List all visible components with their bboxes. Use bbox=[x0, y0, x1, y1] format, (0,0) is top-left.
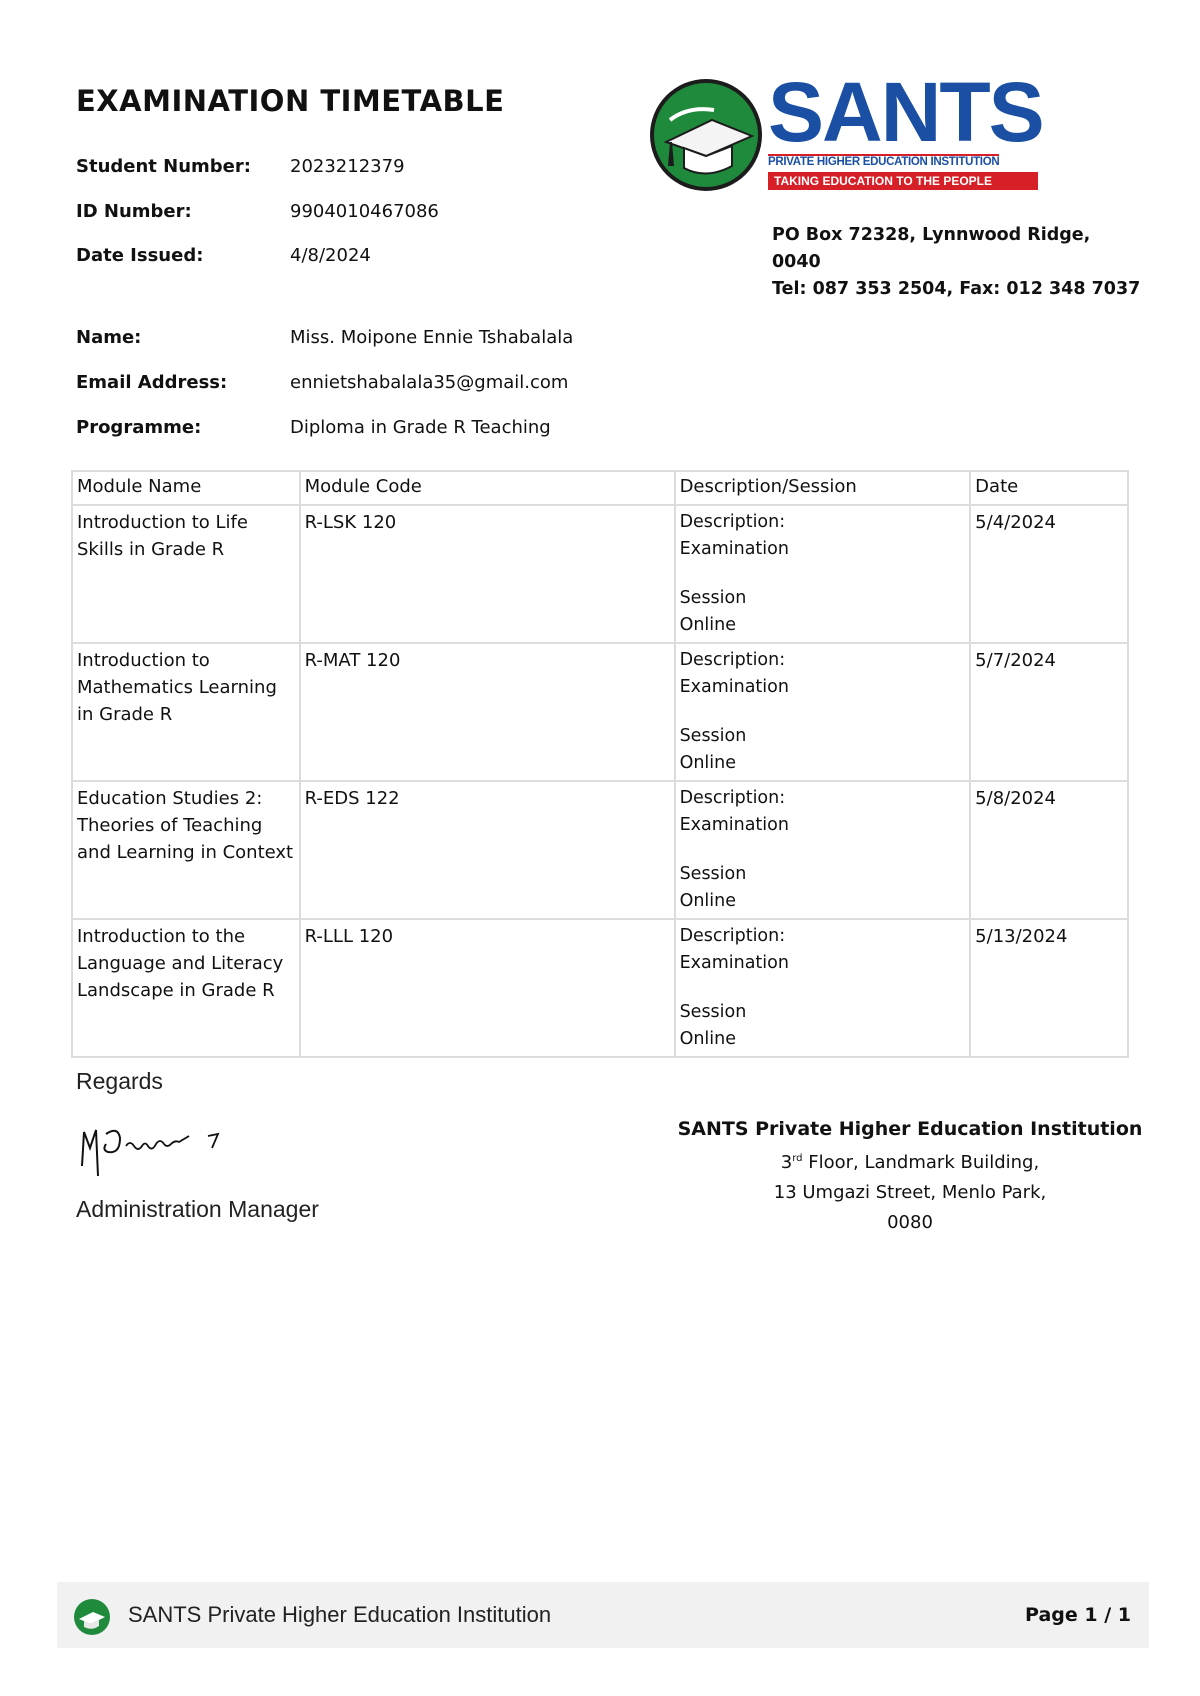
description-cell bbox=[675, 919, 971, 1057]
programme-label: Programme: bbox=[76, 417, 202, 438]
document-title: EXAMINATION TIMETABLE bbox=[76, 84, 505, 118]
timetable bbox=[71, 470, 1129, 1058]
email-value: ennietshabalala35@gmail.com bbox=[290, 372, 569, 393]
module-name-cell: Education Studies 2: Theories of Teaching and Learning in Context bbox=[72, 781, 300, 919]
address-line-3: Tel: 087 353 2504, Fax: 012 348 7037 bbox=[772, 279, 1141, 299]
session-value: Online bbox=[679, 615, 737, 635]
module-name-cell: Introduction to Life Skills in Grade R bbox=[72, 505, 300, 643]
date-cell: 5/8/2024 bbox=[970, 781, 1128, 919]
email-label: Email Address: bbox=[76, 372, 228, 393]
module-code-cell: R-EDS 122 bbox=[300, 781, 675, 919]
graduation-cap-icon bbox=[73, 1598, 111, 1636]
regards-text: Regards bbox=[76, 1068, 163, 1094]
module-code-cell: R-MAT 120 bbox=[300, 643, 675, 781]
date-issued-label: Date Issued: bbox=[76, 245, 204, 266]
id-number-value: 9904010467086 bbox=[290, 201, 439, 222]
table-row bbox=[72, 505, 1128, 643]
institution-floor: 3rd Floor, Landmark Building, bbox=[780, 1152, 1040, 1173]
page-footer bbox=[57, 1582, 1149, 1648]
session-label: Session bbox=[679, 588, 747, 608]
institution-address bbox=[660, 1114, 1160, 1238]
institution-street: 13 Umgazi Street, Menlo Park, bbox=[773, 1182, 1047, 1203]
date-cell: 5/13/2024 bbox=[970, 919, 1128, 1057]
name-label: Name: bbox=[76, 327, 142, 348]
brand-tagline: TAKING EDUCATION TO THE PEOPLE bbox=[768, 172, 1038, 190]
module-code-cell: R-LSK 120 bbox=[300, 505, 675, 643]
signatory-role: Administration Manager bbox=[76, 1196, 319, 1222]
footer-institution-name: SANTS Private Higher Education Institution bbox=[128, 1602, 552, 1627]
table-row bbox=[72, 781, 1128, 919]
description-label: Description: bbox=[679, 926, 786, 946]
session-value: Online bbox=[679, 891, 737, 911]
session-label: Session bbox=[679, 864, 747, 884]
handwritten-signature bbox=[76, 1118, 236, 1178]
brand-subtitle: PRIVATE HIGHER EDUCATION INSTITUTION bbox=[768, 156, 1000, 168]
session-label: Session bbox=[679, 726, 747, 746]
description-value: Examination bbox=[679, 539, 789, 559]
module-code-cell: R-LLL 120 bbox=[300, 919, 675, 1057]
header-description-session: Description/Session bbox=[675, 471, 971, 505]
institution-postal: 0080 bbox=[887, 1212, 933, 1233]
module-name-cell: Introduction to the Language and Literacy Landscape in Grade R bbox=[72, 919, 300, 1057]
address-line-1: PO Box 72328, Lynnwood Ridge, bbox=[772, 225, 1091, 245]
session-label: Session bbox=[679, 1002, 747, 1022]
description-cell bbox=[675, 643, 971, 781]
address-line-2: 0040 bbox=[772, 252, 821, 272]
description-cell bbox=[675, 505, 971, 643]
name-value: Miss. Moipone Ennie Tshabalala bbox=[290, 327, 574, 348]
header-module-name: Module Name bbox=[72, 471, 300, 505]
date-cell: 5/4/2024 bbox=[970, 505, 1128, 643]
description-value: Examination bbox=[679, 815, 789, 835]
description-value: Examination bbox=[679, 677, 789, 697]
table-row bbox=[72, 643, 1128, 781]
programme-value: Diploma in Grade R Teaching bbox=[290, 417, 551, 438]
student-number-label: Student Number: bbox=[76, 156, 251, 177]
session-value: Online bbox=[679, 1029, 737, 1049]
description-value: Examination bbox=[679, 953, 789, 973]
header-date: Date bbox=[970, 471, 1128, 505]
module-name-cell: Introduction to Mathematics Learning in Grade R bbox=[72, 643, 300, 781]
postal-address bbox=[772, 222, 1142, 303]
graduation-cap-icon bbox=[648, 76, 766, 194]
date-cell: 5/7/2024 bbox=[970, 643, 1128, 781]
sants-logo bbox=[648, 65, 1048, 194]
page-number: Page 1 / 1 bbox=[1025, 1604, 1131, 1626]
brand-name: SANTS bbox=[768, 65, 1043, 159]
table-row bbox=[72, 919, 1128, 1057]
id-number-label: ID Number: bbox=[76, 201, 192, 222]
date-issued-value: 4/8/2024 bbox=[290, 245, 371, 266]
description-label: Description: bbox=[679, 650, 786, 670]
student-number-value: 2023212379 bbox=[290, 156, 405, 177]
description-label: Description: bbox=[679, 512, 786, 532]
table-header-row bbox=[72, 471, 1128, 505]
institution-name: SANTS Private Higher Education Institution bbox=[677, 1118, 1143, 1140]
description-cell bbox=[675, 781, 971, 919]
description-label: Description: bbox=[679, 788, 786, 808]
session-value: Online bbox=[679, 753, 737, 773]
header-module-code: Module Code bbox=[300, 471, 675, 505]
